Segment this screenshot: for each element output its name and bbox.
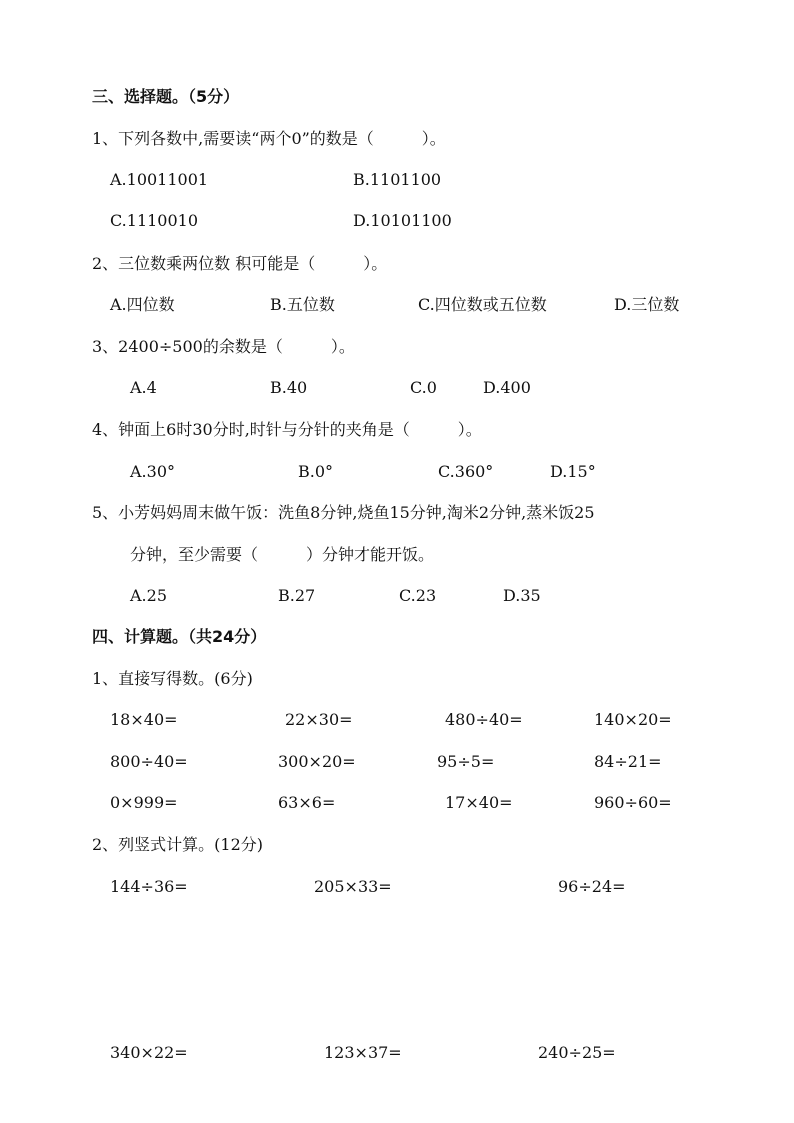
q2-option-d: D.三位数 <box>614 295 680 314</box>
calc-item: 17×40= <box>445 793 513 812</box>
calc-item: 300×20= <box>278 752 356 771</box>
question-5-stem-continued: 分钟，至少需要（ ）分钟才能开饭。 <box>130 545 435 564</box>
calc-item: 63×6= <box>278 793 336 812</box>
calc-item: 480÷40= <box>445 710 523 729</box>
calc-item: 22×30= <box>285 710 353 729</box>
calc-item: 95÷5= <box>437 752 495 771</box>
vertical-calc-item: 96÷24= <box>558 877 626 896</box>
calc-item: 800÷40= <box>110 752 188 771</box>
calc-item: 960÷60= <box>594 793 672 812</box>
part2-title: 2、列竖式计算。(12分) <box>92 835 264 854</box>
part1-title: 1、直接写得数。(6分) <box>92 669 253 688</box>
question-2-stem: 2、三位数乘两位数 积可能是（ ）。 <box>92 254 388 273</box>
q4-option-b: B.0° <box>298 462 334 481</box>
q5-option-a: A.25 <box>130 586 167 605</box>
q4-option-c: C.360° <box>438 462 494 481</box>
vertical-calc-item: 123×37= <box>324 1043 402 1062</box>
q3-option-c: C.0 <box>410 378 437 397</box>
question-3-stem: 3、2400÷500的余数是（ ）。 <box>92 337 355 356</box>
calc-item: 18×40= <box>110 710 178 729</box>
q5-option-c: C.23 <box>399 586 437 605</box>
section4-title: 四、计算题。（共24分） <box>92 627 267 646</box>
q1-option-d: D.10101100 <box>353 211 452 230</box>
vertical-calc-item: 144÷36= <box>110 877 188 896</box>
calc-item: 140×20= <box>594 710 672 729</box>
section3-title: 三、选择题。（5分） <box>92 87 240 106</box>
calc-item: 84÷21= <box>594 752 662 771</box>
question-5-stem: 5、小芳妈妈周末做午饭：洗鱼8分钟,烧鱼15分钟,淘米2分钟,蒸米饭25 <box>92 503 595 522</box>
q5-option-b: B.27 <box>278 586 316 605</box>
q2-option-a: A.四位数 <box>110 295 175 314</box>
q4-option-d: D.15° <box>550 462 596 481</box>
question-1-stem: 1、下列各数中,需要读“两个0”的数是（ ）。 <box>92 129 446 148</box>
q3-option-b: B.40 <box>270 378 308 397</box>
q2-option-c: C.四位数或五位数 <box>418 295 547 314</box>
q3-option-a: A.4 <box>130 378 157 397</box>
q3-option-d: D.400 <box>483 378 531 397</box>
vertical-calc-item: 240÷25= <box>538 1043 616 1062</box>
calc-item: 0×999= <box>110 793 178 812</box>
vertical-calc-item: 205×33= <box>314 877 392 896</box>
q2-option-b: B.五位数 <box>270 295 335 314</box>
q1-option-c: C.1110010 <box>110 211 199 230</box>
vertical-calc-item: 340×22= <box>110 1043 188 1062</box>
q4-option-a: A.30° <box>130 462 175 481</box>
q1-option-a: A.10011001 <box>110 170 209 189</box>
question-4-stem: 4、钟面上6时30分时,时针与分针的夹角是（ ）。 <box>92 420 482 439</box>
q5-option-d: D.35 <box>503 586 541 605</box>
q1-option-b: B.1101100 <box>353 170 442 189</box>
